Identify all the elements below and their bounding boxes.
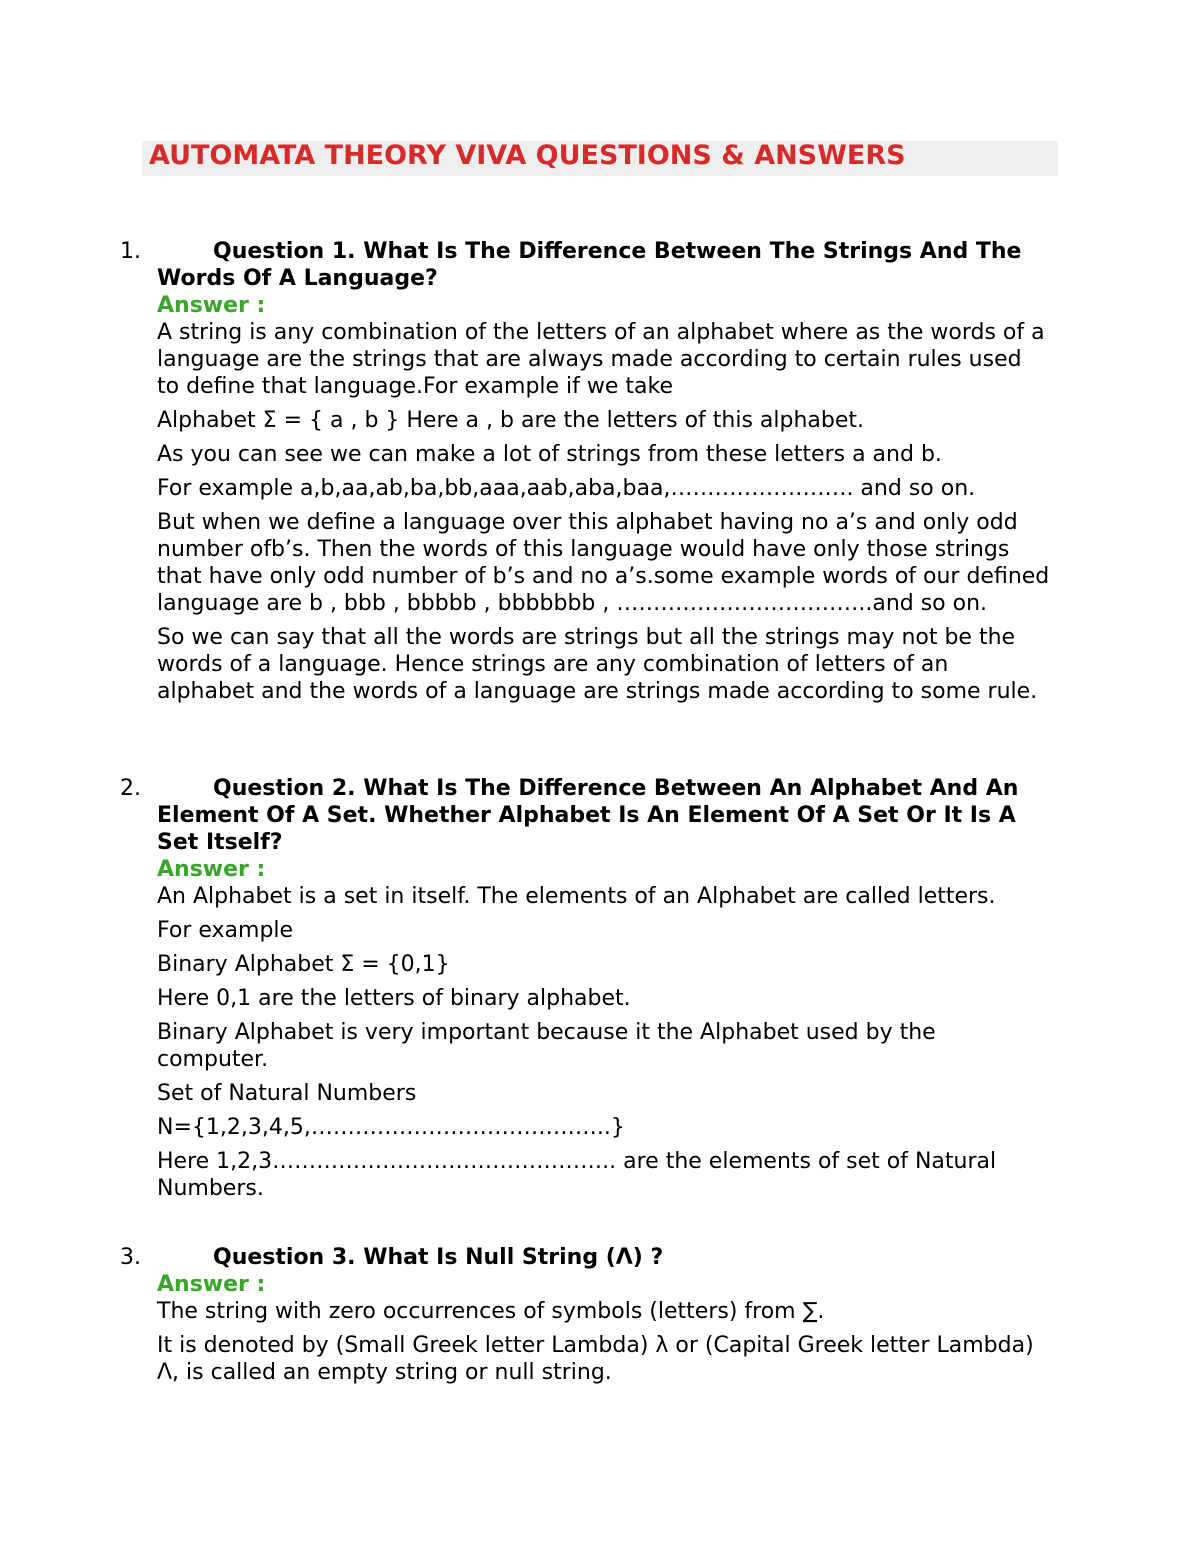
answer-paragraph: As you can see we can make a lot of strings from these letters a and b. (157, 442, 942, 467)
answer-paragraph: So we can say that all the words are strings but all the strings may not be the words of a language. Hence strings are any combination of letters of an alphabet and the words of a language are strings made according to some rule. (157, 625, 1038, 704)
question-number: 1. (120, 239, 141, 264)
answer-paragraph: Alphabet Σ = { a , b } Here a , b are the letters of this alphabet. (157, 408, 865, 433)
document-title: AUTOMATA THEORY VIVA QUESTIONS & ANSWERS (149, 140, 906, 171)
question-text: Question 1. What Is The Difference Between The Strings And The Words Of A Language? (157, 239, 1022, 291)
question-number: 3. (120, 1245, 141, 1270)
answer-paragraph: A string is any combination of the letters of an alphabet where as the words of a language are the strings that are always made according to certain rules used to define that language.For example if we take (157, 320, 1045, 399)
question-block-3 (120, 1244, 1050, 1386)
answer-label: Answer : (157, 1272, 266, 1297)
question-number: 2. (120, 776, 141, 801)
answer-paragraph: Binary Alphabet is very important because it the Alphabet used by the computer. (157, 1020, 936, 1072)
answer-paragraph: It is denoted by (Small Greek letter Lambda) λ or (Capital Greek letter Lambda) Λ, is called an empty string or null string. (157, 1333, 1034, 1385)
question-text: Question 3. What Is Null String (Λ) ? (213, 1245, 664, 1270)
answer-label: Answer : (157, 293, 266, 318)
question-text: Question 2. What Is The Difference Between An Alphabet And An Element Of A Set. Whether Alphabet Is An Element Of A Set Or It Is A Set Itself? (157, 776, 1019, 855)
answer-paragraph: N={1,2,3,4,5,…………………………………..} (157, 1115, 625, 1140)
answer-paragraph: An Alphabet is a set in itself. The elements of an Alphabet are called letters. (157, 884, 996, 909)
question-block-1 (120, 238, 1050, 705)
answer-paragraph: Binary Alphabet Σ = {0,1} (157, 952, 450, 977)
answer-paragraph: For example (157, 918, 294, 943)
answer-paragraph: But when we define a language over this alphabet having no a’s and only odd number ofb’s. Then the words of this language would have only those strings that have only odd number of b’s and no a’s.some example words of our defined language are b , bbb , bbbbb , bbbbbbb , ……………………………..and so on. (157, 510, 1050, 616)
answer-paragraph: Set of Natural Numbers (157, 1081, 417, 1106)
question-block-2 (120, 775, 1050, 1202)
answer-label: Answer : (157, 857, 266, 882)
answer-paragraph: Here 0,1 are the letters of binary alphabet. (157, 986, 631, 1011)
answer-paragraph: For example a,b,aa,ab,ba,bb,aaa,aab,aba,baa,……………………. and so on. (157, 476, 976, 501)
answer-paragraph: The string with zero occurrences of symbols (letters) from ∑. (157, 1299, 825, 1324)
answer-paragraph: Here 1,2,3……………………………………….. are the elements of set of Natural Numbers. (157, 1149, 997, 1201)
